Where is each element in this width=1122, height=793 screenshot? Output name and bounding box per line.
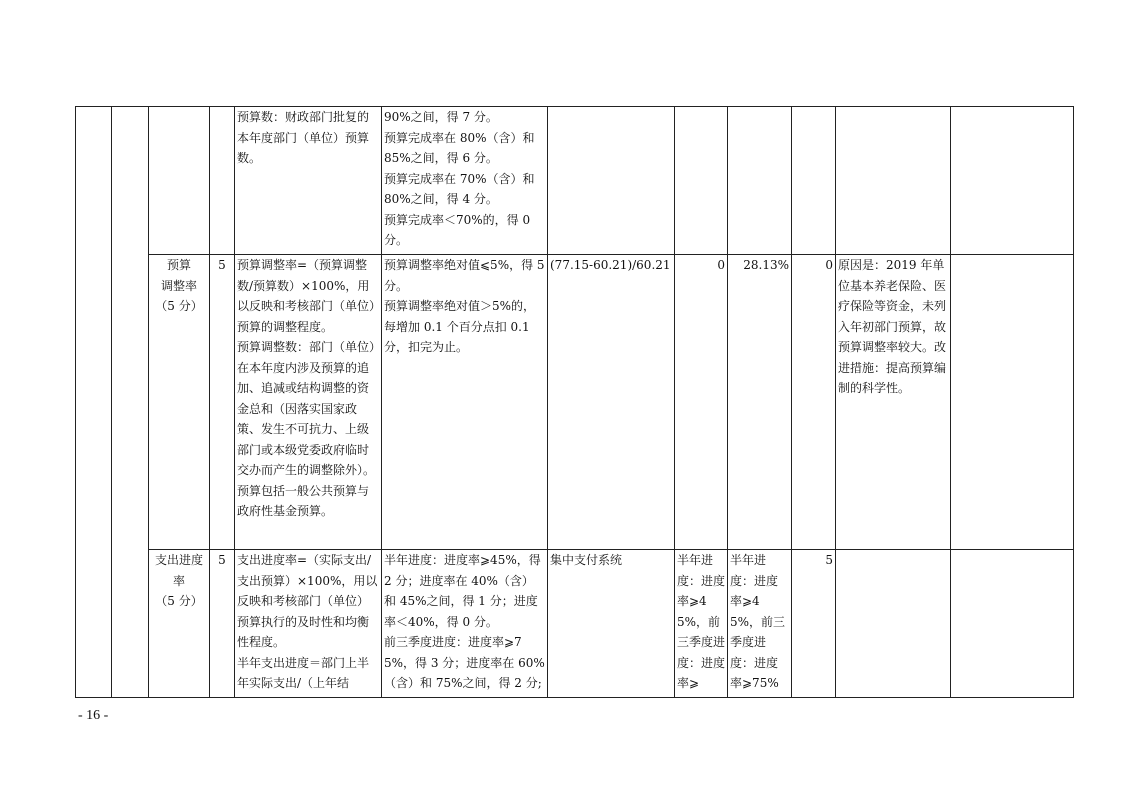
data-source-cell: 集中支付系统	[548, 550, 675, 698]
reason-cell	[836, 107, 951, 255]
table-row	[76, 255, 1074, 550]
reason-cell: 原因是：2019 年单位基本养老保险、医疗保险等资金，未列入年初部门预算，故预算调整率较大。改进措施：提高预算编制的科学性。	[836, 255, 951, 550]
evaluation-table	[75, 106, 1074, 698]
level2-indicator-cell	[112, 107, 149, 698]
score-cell: 5	[792, 550, 836, 698]
score-cell: 0	[792, 255, 836, 550]
scoring-cell: 半年进度：进度率⩾45%，得 2 分；进度率在 40%（含）和 45%之间，得 1 分；进度率＜40%，得 0 分。 前三季度进度：进度率⩾75%，得 3 分；进度率在 60%（含）和 75%之间，得 2 分;	[382, 550, 548, 698]
reason-cell	[836, 550, 951, 698]
weight-cell: 5	[210, 550, 235, 698]
criterion-cell: 支出进度率=（实际支出/支出预算）×100%，用以反映和考核部门（单位）预算执行的及时性和均衡性程度。 半年支出进度＝部门上半年实际支出/（上年结	[235, 550, 382, 698]
remark-cell	[951, 550, 1074, 698]
table-row	[76, 107, 1074, 255]
indicator-cell	[149, 107, 210, 255]
indicator-cell: 预算 调整率 （5 分）	[149, 255, 210, 550]
actual-cell	[728, 107, 792, 255]
scoring-cell: 90%之间，得 7 分。 预算完成率在 80%（含）和 85%之间，得 6 分。 预算完成率在 70%（含）和 80%之间，得 4 分。 预算完成率＜70%的，得 0 分。	[382, 107, 548, 255]
target-cell: 0	[675, 255, 728, 550]
weight-cell	[210, 107, 235, 255]
remark-cell	[951, 107, 1074, 255]
actual-cell: 半年进度：进度率⩾45%，前三季度进度：进度率⩾75%	[728, 550, 792, 698]
data-source-cell	[548, 107, 675, 255]
score-cell	[792, 107, 836, 255]
weight-cell: 5	[210, 255, 235, 550]
target-cell: 半年进度：进度率⩾45%，前三季度进度：进度率⩾	[675, 550, 728, 698]
page-number: - 16 -	[78, 708, 109, 723]
criterion-cell: 预算调整率=（预算调整数/预算数）×100%，用以反映和考核部门（单位）预算的调整程度。 预算调整数：部门（单位）在本年度内涉及预算的追加、追减或结构调整的资金总和（因落实国家政策、发生不可抗力、上级部门或本级党委政府临时交办而产生的调整除外）。 预算包括一般公共预算与政府性基金预算。	[235, 255, 382, 550]
level1-indicator-cell	[76, 107, 112, 698]
criterion-cell: 预算数：财政部门批复的本年度部门（单位）预算数。	[235, 107, 382, 255]
table-row	[76, 550, 1074, 698]
actual-cell: 28.13%	[728, 255, 792, 550]
scoring-cell: 预算调整率绝对值⩽5%，得 5 分。 预算调整率绝对值＞5%的，每增加 0.1 个百分点扣 0.1 分，扣完为止。	[382, 255, 548, 550]
target-cell	[675, 107, 728, 255]
remark-cell	[951, 255, 1074, 550]
data-source-cell: (77.15-60.21)/60.21	[548, 255, 675, 550]
indicator-cell: 支出进度 率 （5 分）	[149, 550, 210, 698]
